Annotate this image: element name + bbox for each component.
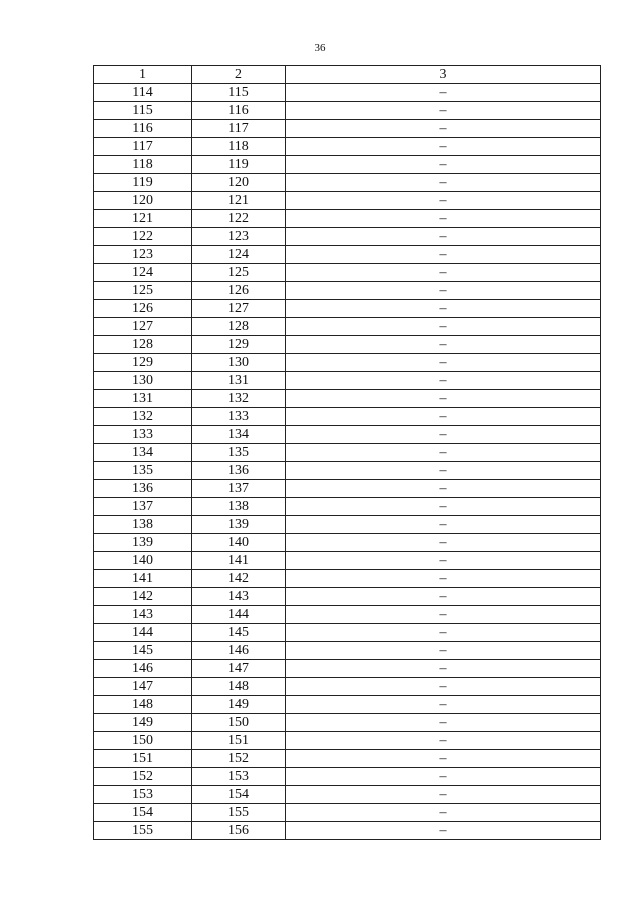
table-cell: 120 bbox=[94, 192, 192, 210]
table-row bbox=[94, 336, 601, 354]
table-row bbox=[94, 282, 601, 300]
table-row bbox=[94, 408, 601, 426]
table-row bbox=[94, 246, 601, 264]
table-cell: 122 bbox=[192, 210, 286, 228]
table-cell: 127 bbox=[192, 300, 286, 318]
table-row bbox=[94, 264, 601, 282]
table-row bbox=[94, 426, 601, 444]
table-cell: 133 bbox=[94, 426, 192, 444]
table-row bbox=[94, 534, 601, 552]
table-cell: – bbox=[286, 300, 601, 318]
table-cell: 138 bbox=[192, 498, 286, 516]
table-cell: – bbox=[286, 714, 601, 732]
table-cell: 154 bbox=[192, 786, 286, 804]
table-cell: – bbox=[286, 786, 601, 804]
table-cell: 148 bbox=[94, 696, 192, 714]
table-cell: – bbox=[286, 750, 601, 768]
table-row bbox=[94, 480, 601, 498]
table-cell: – bbox=[286, 210, 601, 228]
table-row bbox=[94, 156, 601, 174]
table-cell: 131 bbox=[94, 390, 192, 408]
table-cell: 135 bbox=[192, 444, 286, 462]
table-cell: – bbox=[286, 768, 601, 786]
table-cell: – bbox=[286, 390, 601, 408]
table-cell: 153 bbox=[192, 768, 286, 786]
table-cell: – bbox=[286, 174, 601, 192]
table-cell: – bbox=[286, 228, 601, 246]
table-cell: 134 bbox=[192, 426, 286, 444]
table-body bbox=[94, 84, 601, 840]
table-cell: 125 bbox=[94, 282, 192, 300]
table-cell: – bbox=[286, 102, 601, 120]
table-row bbox=[94, 732, 601, 750]
table-cell: 143 bbox=[94, 606, 192, 624]
table-cell: – bbox=[286, 372, 601, 390]
table-cell: 147 bbox=[192, 660, 286, 678]
table-cell: 155 bbox=[94, 822, 192, 840]
table-cell: 117 bbox=[192, 120, 286, 138]
table-cell: 150 bbox=[192, 714, 286, 732]
table-row bbox=[94, 390, 601, 408]
table-row bbox=[94, 462, 601, 480]
table-cell: 119 bbox=[94, 174, 192, 192]
table-row bbox=[94, 102, 601, 120]
table-cell: – bbox=[286, 498, 601, 516]
table-row bbox=[94, 606, 601, 624]
table-cell: 146 bbox=[94, 660, 192, 678]
table-row bbox=[94, 210, 601, 228]
table-cell: – bbox=[286, 570, 601, 588]
table-cell: – bbox=[286, 552, 601, 570]
table-cell: – bbox=[286, 264, 601, 282]
table-cell: – bbox=[286, 660, 601, 678]
table-cell: – bbox=[286, 822, 601, 840]
table-cell: – bbox=[286, 678, 601, 696]
column-header: 3 bbox=[286, 66, 601, 84]
table-cell: – bbox=[286, 192, 601, 210]
table-cell: 120 bbox=[192, 174, 286, 192]
table-cell: 151 bbox=[192, 732, 286, 750]
table-cell: 131 bbox=[192, 372, 286, 390]
table-cell: 126 bbox=[192, 282, 286, 300]
table-cell: 115 bbox=[192, 84, 286, 102]
table-row bbox=[94, 372, 601, 390]
table-cell: – bbox=[286, 444, 601, 462]
table-row bbox=[94, 174, 601, 192]
table-cell: 116 bbox=[94, 120, 192, 138]
table-row bbox=[94, 822, 601, 840]
table-cell: – bbox=[286, 318, 601, 336]
table-cell: 118 bbox=[192, 138, 286, 156]
table-cell: 154 bbox=[94, 804, 192, 822]
table-cell: 116 bbox=[192, 102, 286, 120]
table-cell: 121 bbox=[94, 210, 192, 228]
table-cell: 132 bbox=[94, 408, 192, 426]
table-row bbox=[94, 624, 601, 642]
table-cell: 124 bbox=[192, 246, 286, 264]
table-row bbox=[94, 750, 601, 768]
table-cell: – bbox=[286, 642, 601, 660]
table-row bbox=[94, 300, 601, 318]
table-cell: 134 bbox=[94, 444, 192, 462]
table-cell: 122 bbox=[94, 228, 192, 246]
table-row bbox=[94, 660, 601, 678]
table-row bbox=[94, 354, 601, 372]
table-cell: 155 bbox=[192, 804, 286, 822]
table-row bbox=[94, 444, 601, 462]
table-row bbox=[94, 228, 601, 246]
table-row bbox=[94, 192, 601, 210]
table-cell: 129 bbox=[94, 354, 192, 372]
table-cell: – bbox=[286, 408, 601, 426]
table-cell: 118 bbox=[94, 156, 192, 174]
table-cell: – bbox=[286, 534, 601, 552]
table-cell: – bbox=[286, 804, 601, 822]
table-cell: 149 bbox=[94, 714, 192, 732]
table-row bbox=[94, 588, 601, 606]
table-cell: – bbox=[286, 120, 601, 138]
table-cell: 137 bbox=[192, 480, 286, 498]
table-cell: – bbox=[286, 282, 601, 300]
table-cell: 149 bbox=[192, 696, 286, 714]
table-cell: – bbox=[286, 606, 601, 624]
table-cell: 151 bbox=[94, 750, 192, 768]
table-row bbox=[94, 786, 601, 804]
table-cell: 133 bbox=[192, 408, 286, 426]
column-header: 2 bbox=[192, 66, 286, 84]
table-cell: 137 bbox=[94, 498, 192, 516]
table-row bbox=[94, 552, 601, 570]
table-cell: 130 bbox=[94, 372, 192, 390]
table-cell: 123 bbox=[94, 246, 192, 264]
table-row bbox=[94, 696, 601, 714]
table-cell: 119 bbox=[192, 156, 286, 174]
table-cell: – bbox=[286, 156, 601, 174]
table-cell: 144 bbox=[94, 624, 192, 642]
table-cell: 139 bbox=[192, 516, 286, 534]
table-cell: 152 bbox=[94, 768, 192, 786]
table-cell: 140 bbox=[94, 552, 192, 570]
table-cell: – bbox=[286, 246, 601, 264]
table-cell: – bbox=[286, 462, 601, 480]
page-number: 36 bbox=[314, 42, 326, 54]
table-row bbox=[94, 714, 601, 732]
table-cell: 150 bbox=[94, 732, 192, 750]
table-cell: 130 bbox=[192, 354, 286, 372]
table-cell: 156 bbox=[192, 822, 286, 840]
table-cell: – bbox=[286, 354, 601, 372]
table-cell: 124 bbox=[94, 264, 192, 282]
table-row bbox=[94, 642, 601, 660]
table-cell: – bbox=[286, 588, 601, 606]
table-row bbox=[94, 516, 601, 534]
table-cell: 126 bbox=[94, 300, 192, 318]
table-cell: 135 bbox=[94, 462, 192, 480]
table-cell: – bbox=[286, 480, 601, 498]
table-header-row bbox=[94, 66, 601, 84]
table-cell: 152 bbox=[192, 750, 286, 768]
table-cell: 132 bbox=[192, 390, 286, 408]
table-cell: 148 bbox=[192, 678, 286, 696]
column-header: 1 bbox=[94, 66, 192, 84]
table-cell: 117 bbox=[94, 138, 192, 156]
table-cell: – bbox=[286, 426, 601, 444]
table-cell: 121 bbox=[192, 192, 286, 210]
table-cell: 153 bbox=[94, 786, 192, 804]
table-row bbox=[94, 768, 601, 786]
table-cell: 142 bbox=[94, 588, 192, 606]
table-cell: 143 bbox=[192, 588, 286, 606]
table-cell: 142 bbox=[192, 570, 286, 588]
table-cell: – bbox=[286, 516, 601, 534]
table-cell: 136 bbox=[192, 462, 286, 480]
table-cell: – bbox=[286, 624, 601, 642]
table-cell: – bbox=[286, 84, 601, 102]
table-cell: – bbox=[286, 138, 601, 156]
table-cell: – bbox=[286, 336, 601, 354]
table-row bbox=[94, 804, 601, 822]
table-row bbox=[94, 138, 601, 156]
table-cell: – bbox=[286, 732, 601, 750]
table-cell: 123 bbox=[192, 228, 286, 246]
table-cell: 145 bbox=[192, 624, 286, 642]
table-row bbox=[94, 678, 601, 696]
table-cell: 115 bbox=[94, 102, 192, 120]
table-cell: 128 bbox=[94, 336, 192, 354]
table-cell: 128 bbox=[192, 318, 286, 336]
table-cell: 140 bbox=[192, 534, 286, 552]
table-row bbox=[94, 84, 601, 102]
table-cell: 141 bbox=[192, 552, 286, 570]
table-cell: 127 bbox=[94, 318, 192, 336]
table-cell: 114 bbox=[94, 84, 192, 102]
table-cell: 144 bbox=[192, 606, 286, 624]
table-cell: 138 bbox=[94, 516, 192, 534]
table-row bbox=[94, 318, 601, 336]
table-row bbox=[94, 570, 601, 588]
table-cell: 136 bbox=[94, 480, 192, 498]
table-cell: 147 bbox=[94, 678, 192, 696]
table-cell: 146 bbox=[192, 642, 286, 660]
table-cell: 145 bbox=[94, 642, 192, 660]
table-cell: 125 bbox=[192, 264, 286, 282]
table-cell: 141 bbox=[94, 570, 192, 588]
table-cell: 139 bbox=[94, 534, 192, 552]
table-cell: – bbox=[286, 696, 601, 714]
table-row bbox=[94, 120, 601, 138]
data-table bbox=[93, 65, 601, 840]
table-row bbox=[94, 498, 601, 516]
table-cell: 129 bbox=[192, 336, 286, 354]
